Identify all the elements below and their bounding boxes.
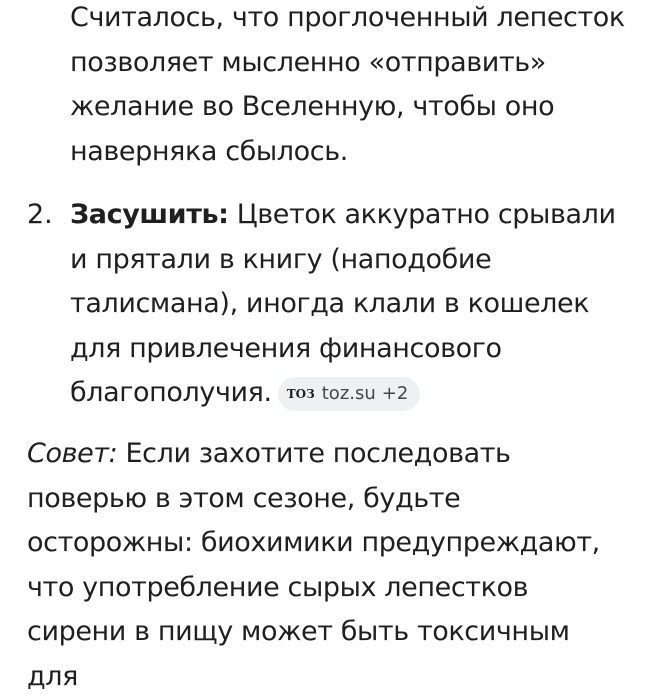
tip-paragraph [27,432,627,699]
tip-text: Если захотите последовать поверью в этом сезоне, будьте осторожны: биохимики предупреждают, что употребление сырых лепестков сирени в пищу может быть токсичным для [27,438,600,692]
source-extra-count: +2 [381,383,409,404]
source-chip[interactable] [278,377,421,411]
source-logo-icon: ТОЗ [286,387,315,401]
list-item-number: 2. [27,199,53,230]
source-domain: toz.su [321,383,376,404]
continuation-text: Считалось, что проглоченный лепесток позволяет мысленно «отправить» желание во Вселенную, чтобы оно наверняка сбылось. [70,2,625,167]
list-item-text: Цветок аккуратно срывали и прятали в книгу (наподобие талисмана), иногда клали в кошелек для привлечения финансового благополучия. [70,199,616,408]
paragraph-continuation [70,0,630,174]
list-item-body [70,193,630,416]
tip-label: Совет: [27,438,118,469]
list-item-title: Засушить: [70,199,229,230]
